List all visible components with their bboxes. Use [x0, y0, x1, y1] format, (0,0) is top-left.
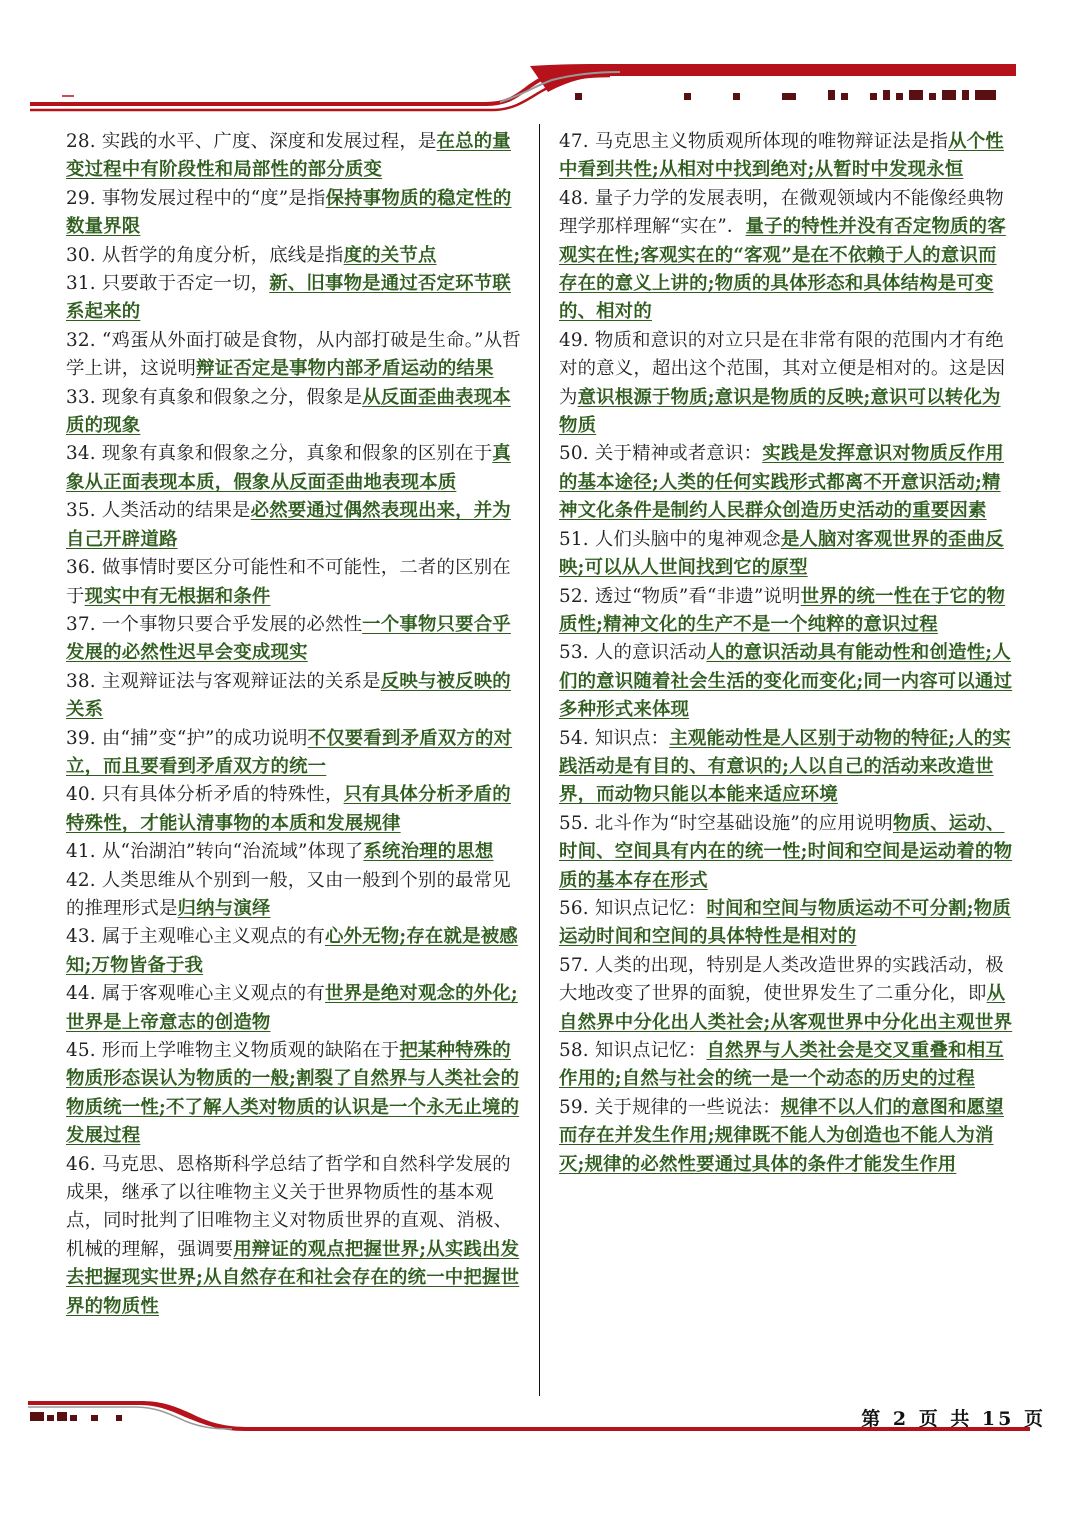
answer-text: 用辩证的观点把握世界;从实践出发去把握现实世界;从自然存在和社会存在的统一中把握世界的物质性	[66, 1238, 520, 1317]
question-item-46: 46. 马克思、恩格斯科学总结了哲学和自然科学发展的成果，继承了以往唯物主义关于世界物质性的基本观点，同时批判了旧唯物主义对物质世界的直观、消极、机械的理解，强调要用辩证的观点把握世界;从实践出发去把握现实世界;从自然存在和社会存在的统一中把握世界的物质性	[66, 1153, 520, 1317]
answer-text: 时间和空间与物质运动不可分割;物质运动时间和空间的具体特性是相对的	[559, 897, 1011, 948]
question-item-59: 59. 关于规律的一些说法：规律不以人们的意图和愿望而存在并发生作用;规律既不能人为创造也不能人为消灭;规律的必然性要通过具体的条件才能发生作用	[559, 1096, 1004, 1175]
answer-text: 现实中有无根据和条件	[84, 585, 271, 607]
question-item-53: 53. 人的意识活动人的意识活动具有能动性和创造性;人们的意识随着社会生活的变化而变化;同一内容可以通过多种形式来体现	[559, 642, 1013, 721]
question-item-42: 42. 人类思维从个别到一般，又由一般到个别的最常见的推理形式是归纳与演绎	[66, 869, 511, 919]
answer-text: 世界是绝对观念的外化;世界是上帝意志的创造物	[66, 983, 518, 1033]
answer-text: 规律不以人们的意图和愿望而存在并发生作用;规律既不能人为创造也不能人为消灭;规律的必然性要通过具体的条件才能发生作用	[559, 1096, 1004, 1175]
answer-text: 世界的统一性在于它的物质性;精神文化的生产不是一个纯粹的意识过程	[559, 585, 1006, 635]
question-item-57: 57. 人类的出现，特别是人类改造世界的实践活动，极大地改变了世界的面貌，使世界发生了二重分化，即从自然界中分化出人类社会;从客观世界中分化出主观世界	[559, 954, 1013, 1033]
question-item-29: 29. 事物发展过程中的“度”是指保持事物质的稳定性的数量界限	[66, 187, 512, 238]
question-item-35: 35. 人类活动的结果是必然要通过偶然表现出来，并为自己开辟道路	[66, 500, 511, 550]
left-column	[66, 128, 521, 1321]
header-dot-pattern	[575, 90, 996, 100]
answer-text: 从自然界中分化出人类社会;从客观世界中分化出主观世界	[559, 983, 1013, 1033]
question-item-33: 33. 现象有真象和假象之分，假象是从反面歪曲表现本质的现象	[66, 386, 511, 437]
question-item-44: 44. 属于客观唯心主义观点的有世界是绝对观念的外化;世界是上帝意志的创造物	[66, 983, 518, 1033]
answer-text: 辩证否定是事物内部矛盾运动的结果	[196, 358, 494, 380]
answer-text: 物质、运动、时间、空间具有内在的统一性;时间和空间是运动着的物质的基本存在形式	[559, 812, 1013, 891]
question-item-45: 45. 形而上学唯物主义物质观的缺陷在于把某种特殊的物质形态误认为物质的一般;割裂了自然界与人类社会的物质统一性;不了解人类对物质的认识是一个永无止境的发展过程	[66, 1040, 520, 1147]
page-number: 第 2 页 共 15 页	[861, 1408, 1046, 1430]
answer-text: 新、旧事物是通过否定环节联系起来的	[66, 273, 511, 323]
right-column	[559, 128, 1014, 1179]
question-item-50: 50. 关于精神或者意识：实践是发挥意识对物质反作用的基本途径;人类的任何实践形式都离不开意识活动;精神文化条件是制约人民群众创造历史活动的重要因素	[559, 443, 1004, 522]
answer-text: 只有具体分析矛盾的特殊性，才能认清事物的本质和发展规律	[66, 784, 511, 834]
answer-text: 归纳与演绎	[177, 897, 271, 919]
answer-text: 真象从正面表现本质，假象从反面歪曲地表现本质	[66, 443, 511, 493]
question-item-39: 39. 由“捕”变“护”的成功说明不仅要看到矛盾双方的对立，而且要看到矛盾双方的统一	[66, 727, 513, 777]
answer-text: 人的意识活动具有能动性和创造性;人们的意识随着社会生活的变化而变化;同一内容可以通过多种形式来体现	[559, 642, 1013, 721]
question-item-40: 40. 只有具体分析矛盾的特殊性，只有具体分析矛盾的特殊性，才能认清事物的本质和发展规律	[66, 784, 511, 834]
question-item-58: 58. 知识点记忆：自然界与人类社会是交叉重叠和相互作用的;自然与社会的统一是一个动态的历史的过程	[559, 1040, 1004, 1090]
answer-text: 在总的量变过程中有阶段性和局部性的部分质变	[66, 131, 511, 181]
answer-text: 从个性中看到共性;从相对中找到绝对;从暂时中发现永恒	[559, 131, 1004, 181]
question-item-32: 32. “鸡蛋从外面打破是食物，从内部打破是生命。”从哲学上讲，这说明辩证否定是事物内部矛盾运动的结果	[66, 329, 521, 380]
question-item-31: 31. 只要敢于否定一切，新、旧事物是通过否定环节联系起来的	[66, 273, 511, 323]
answer-text: 心外无物;存在就是被感知;万物皆备于我	[66, 926, 518, 976]
footer-dot-pattern	[30, 1412, 122, 1421]
question-item-51: 51. 人们头脑中的鬼神观念是人脑对客观世界的歪曲反映;可以从人世间找到它的原型	[559, 528, 1004, 579]
answer-text: 自然界与人类社会是交叉重叠和相互作用的;自然与社会的统一是一个动态的历史的过程	[559, 1040, 1004, 1090]
question-item-41: 41. 从“治湖泊”转向“治流域”体现了系统治理的思想	[66, 841, 494, 863]
answer-text: 系统治理的思想	[363, 841, 494, 863]
answer-text: 把某种特殊的物质形态误认为物质的一般;割裂了自然界与人类社会的物质统一性;不了解人类对物质的认识是一个永无止境的发展过程	[66, 1040, 520, 1147]
answer-text: 实践是发挥意识对物质反作用的基本途径;人类的任何实践形式都离不开意识活动;精神文化条件是制约人民群众创造历史活动的重要因素	[559, 443, 1004, 522]
question-item-43: 43. 属于主观唯心主义观点的有心外无物;存在就是被感知;万物皆备于我	[66, 926, 518, 976]
answer-text: 是人脑对客观世界的歪曲反映;可以从人世间找到它的原型	[559, 528, 1004, 579]
answer-text: 主观能动性是人区别于动物的特征;人的实践活动是有目的、有意识的;人以自己的活动来改造世界，而动物只能以本能来适应环境	[559, 727, 1011, 806]
question-item-49: 49. 物质和意识的对立只是在非常有限的范围内才有绝对的意义，超出这个范围，其对立便是相对的。这是因为意识根源于物质;意识是物质的反映;意识可以转化为物质	[559, 329, 1006, 437]
question-item-55: 55. 北斗作为“时空基础设施”的应用说明物质、运动、时间、空间具有内在的统一性;时间和空间是运动着的物质的基本存在形式	[559, 812, 1013, 891]
answer-text: 度的关节点	[343, 244, 437, 266]
question-item-38: 38. 主观辩证法与客观辩证法的关系是反映与被反映的关系	[66, 670, 511, 721]
question-item-36: 36. 做事情时要区分可能性和不可能性，二者的区别在于现实中有无根据和条件	[66, 557, 511, 607]
question-item-54: 54. 知识点：主观能动性是人区别于动物的特征;人的实践活动是有目的、有意识的;人以自己的活动来改造世界，而动物只能以本能来适应环境	[559, 727, 1011, 806]
question-item-48: 48. 量子力学的发展表明，在微观领域内不能像经典物理学那样理解“实在”．量子的特性并没有否定物质的客观实在性;客观实在的“客观”是在不依赖于人的意识而存在的意义上讲的;物质的具体形态和具体结构是可变的、相对的	[559, 187, 1006, 323]
answer-text: 量子的特性并没有否定物质的客观实在性;客观实在的“客观”是在不依赖于人的意识而存在的意义上讲的;物质的具体形态和具体结构是可变的、相对的	[559, 216, 1006, 323]
answer-text: 必然要通过偶然表现出来，并为自己开辟道路	[66, 500, 511, 550]
question-item-56: 56. 知识点记忆：时间和空间与物质运动不可分割;物质运动时间和空间的具体特性是相对的	[559, 897, 1011, 948]
answer-text: 保持事物质的稳定性的数量界限	[66, 187, 512, 238]
question-item-30: 30. 从哲学的角度分析，底线是指度的关节点	[66, 244, 437, 266]
answer-text: 不仅要看到矛盾双方的对立，而且要看到矛盾双方的统一	[66, 727, 513, 777]
answer-text: 意识根源于物质;意识是物质的反映;意识可以转化为物质	[559, 386, 1001, 437]
question-item-34: 34. 现象有真象和假象之分，真象和假象的区别在于真象从正面表现本质，假象从反面歪曲地表现本质	[66, 443, 511, 493]
question-item-28: 28. 实践的水平、广度、深度和发展过程，是在总的量变过程中有阶段性和局部性的部分质变	[66, 131, 511, 181]
question-item-37: 37. 一个事物只要合乎发展的必然性一个事物只要合乎发展的必然性迟早会变成现实	[66, 613, 511, 664]
answer-text: 反映与被反映的关系	[66, 670, 511, 721]
question-item-47: 47. 马克思主义物质观所体现的唯物辩证法是指从个性中看到共性;从相对中找到绝对;从暂时中发现永恒	[559, 131, 1004, 181]
answer-text: 一个事物只要合乎发展的必然性迟早会变成现实	[66, 613, 511, 664]
column-divider	[539, 124, 540, 1396]
question-item-52: 52. 透过“物质”看“非遗”说明世界的统一性在于它的物质性;精神文化的生产不是一个纯粹的意识过程	[559, 585, 1006, 635]
answer-text: 从反面歪曲表现本质的现象	[66, 386, 511, 437]
